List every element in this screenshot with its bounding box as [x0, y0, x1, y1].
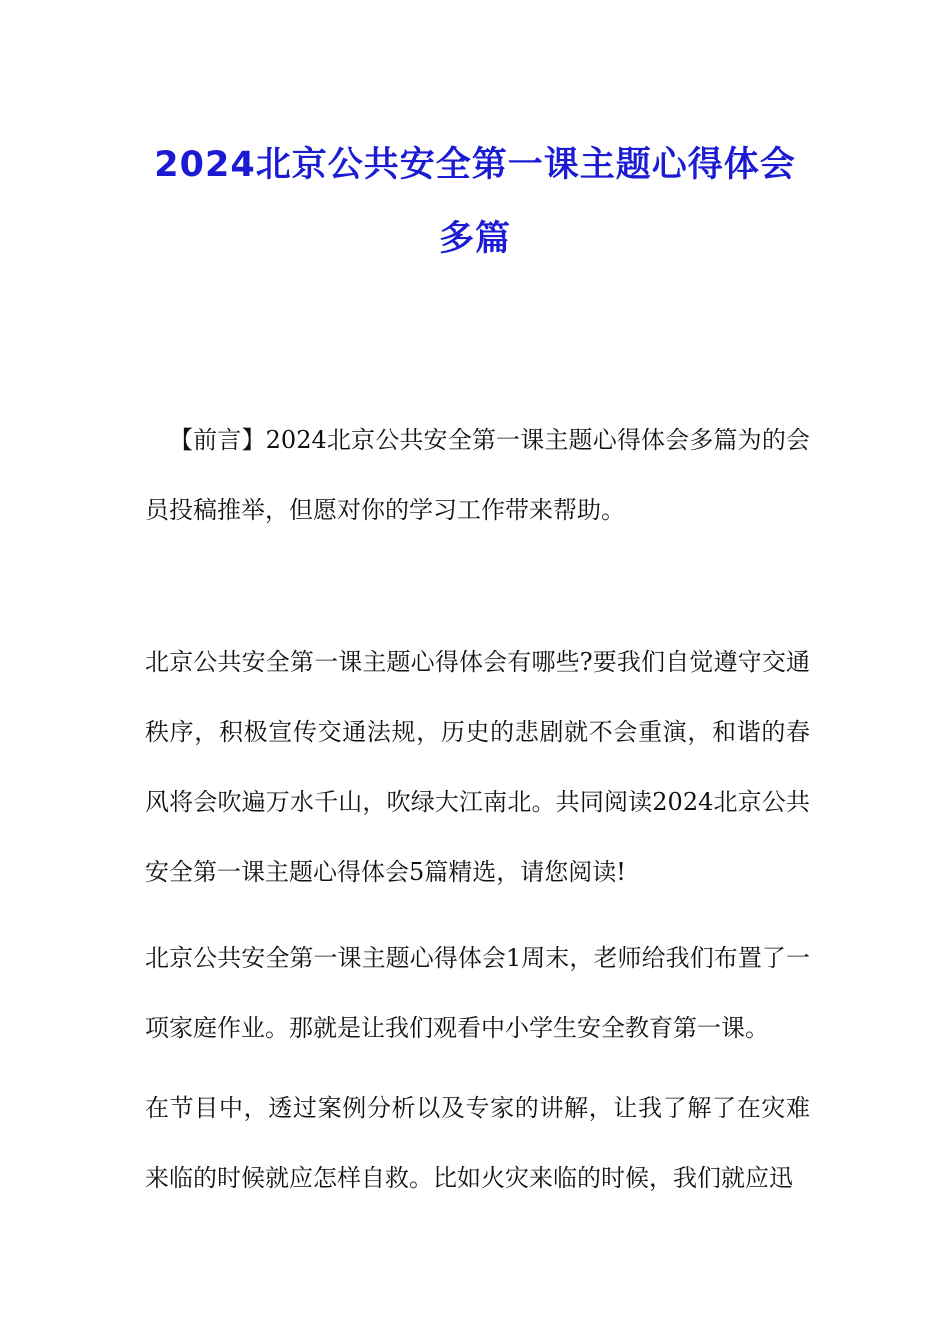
- preface-paragraph: 【前言】2024北京公共安全第一课主题心得体会多篇为的会员投稿推举，但愿对你的学习工作带来帮助。: [145, 426, 810, 524]
- essay-one-opening-paragraph: 北京公共安全第一课主题心得体会1周末，老师给我们布置了一项家庭作业。那就是让我们观看中小学生安全教育第一课。: [145, 944, 810, 1042]
- essay-one-body-paragraph: 在节目中，透过案例分析以及专家的讲解，让我了解了在灾难来临的时候就应怎样自救。比如火灾来临的时候，我们就应迅: [145, 1094, 810, 1192]
- intro-paragraph: 北京公共安全第一课主题心得体会有哪些?要我们自觉遵守交通秩序，积极宣传交通法规，历史的悲剧就不会重演，和谐的春风将会吹遍万水千山，吹绿大江南北。共同阅读2024北京公共安全第一课主题心得体会5篇精选，请您阅读!: [145, 648, 810, 886]
- document-title: 2024北京公共安全第一课主题心得体会多篇: [154, 145, 796, 259]
